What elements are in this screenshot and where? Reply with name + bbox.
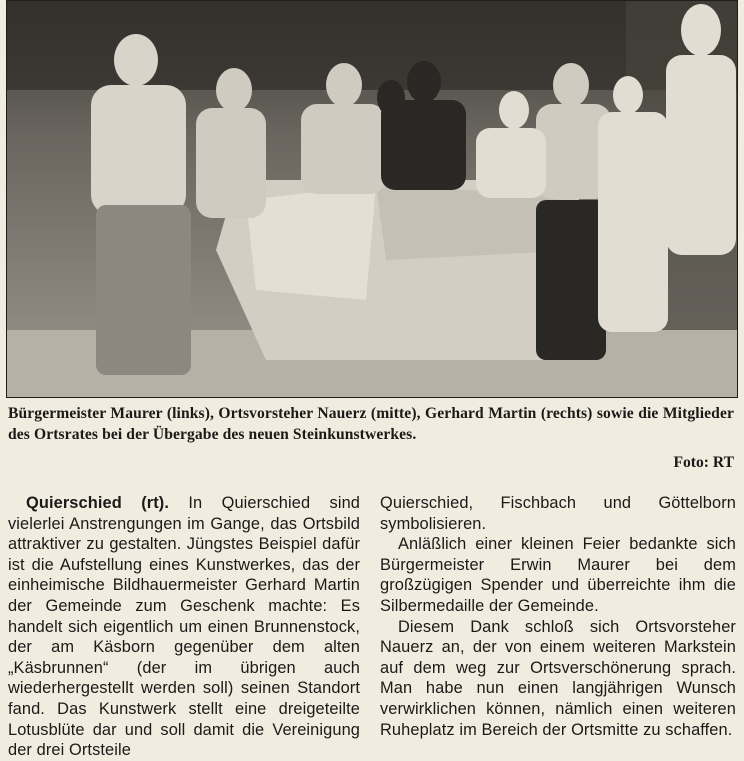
article-text: In Quierschied sind vielerlei Anstrengungen im Gange, das Ortsbild attraktiver zu gestalten. Jüngstes Beispiel dafür ist die Aufstellung eines Kunstwerkes, das der einheimische Bildhauermeister Gerhard Martin der Gemeinde zum Geschenk machte: Es handelt sich eigentlich um einen Brunnenstock, der am Käsborn gegenüber dem alten „Käsbrunnen“ (der im übrigen auch wiederhergestellt werden soll) seinen Standort fand. Das Kunstwerk stellt eine dreigeteilte Lotusblüte dar und soll damit die Vereinigung der drei Ortsteile bbox=[8, 494, 361, 760]
article-paragraph: Diesem Dank schloß sich Ortsvorsteher Nauerz an, der von einem weiteren Markstein auf dem weg zur Ortsverschönerung sprach. Man habe nun einen langjährigen Wunsch verwirklichen können, nämlich einen weiteren Ruheplatz im Bereich der Ortsmitte zu schaffen. bbox=[380, 617, 736, 739]
article-column-1 bbox=[8, 493, 360, 761]
article-column-2 bbox=[380, 493, 736, 740]
dateline: Quierschied (rt). bbox=[26, 494, 170, 512]
photo-caption: Bürgermeister Maurer (links), Ortsvorsteher Nauerz (mitte), Gerhard Martin (rechts) sowie die Mitglieder des Ortsrates bei der Übergabe des neuen Steinkunstwerkes. bbox=[8, 405, 734, 443]
article-paragraph bbox=[8, 493, 360, 761]
article-paragraph: Anläßlich einer kleinen Feier bedankte sich Bürgermeister Erwin Maurer bei dem großzügigen Spender und überreichte ihm die Silbermedaille der Gemeinde. bbox=[380, 535, 736, 615]
article-paragraph: Quierschied, Fischbach und Göttelborn symbolisieren. bbox=[380, 494, 736, 533]
photo-credit: Foto: RT bbox=[673, 454, 734, 471]
news-photo bbox=[6, 0, 738, 398]
group-photo-icon bbox=[6, 0, 738, 398]
